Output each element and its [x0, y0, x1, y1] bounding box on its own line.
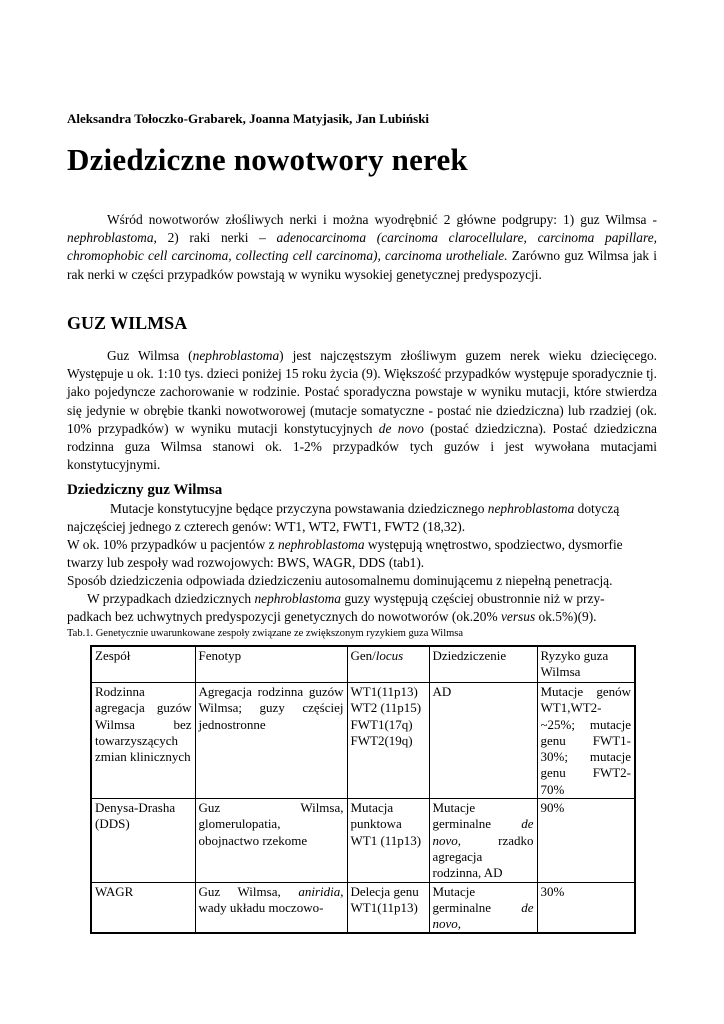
cell-text: Guz Wilmsa,	[198, 883, 299, 899]
section2-line	[67, 500, 657, 518]
section2-term: nephroblastoma	[487, 501, 575, 516]
table-cell: WAGR	[91, 882, 195, 933]
intro-text: Zarówno guz Wilmsa jak i rak nerki w części przypadków powstają w wyniku wysokiej genetycznej predyspozycji.	[67, 248, 657, 282]
table-cell: Guz Wilmsa, glomerulopatia, obojnactwo rzekome	[195, 799, 347, 882]
table-container	[88, 643, 638, 932]
section1-text: ) jest najczęstszym złośliwym guzem nerek wieku dziecięcego. Występuje u ok. 1:10 tys. dzieci poniżej 15 roku życia (9). Większość przypadków występuje sporadycznie tj. jako pojedyncze zachorowanie w rodzinie. Postać sporadyczna powstaje w wyniku mutacji, które stwierdza się jedynie w obrębie tkanki nowotworowej (mutacje somatyczne - postać nie dziedziczna) lub rzadziej (ok. 10% przypadków) w wyniku mutacji konstytucyjnych	[67, 348, 657, 436]
section1-text: (postać dziedziczna). Postać dziedziczna rodzinna guza Wilmsa stanowi ok. 1-2% przypadków tych guzów i jest wywołana mutacjami konstytucyjnymi.	[67, 420, 657, 473]
table-cell	[429, 799, 537, 882]
table-cell: 90%	[537, 799, 635, 882]
section2-line	[67, 590, 657, 608]
intro-paragraph	[67, 211, 657, 284]
section1-paragraph	[67, 347, 657, 474]
table-cell: Mutacja punktowa WT1 (11p13)	[347, 799, 429, 882]
section2-term: nephroblastoma	[254, 591, 341, 606]
table-row	[91, 799, 635, 882]
section1-text: Guz Wilmsa (	[107, 348, 193, 363]
table-caption: Tab.1. Genetycznie uwarunkowane zespoły związane ze zwiększonym ryzykiem guza Wilmsa	[67, 628, 464, 639]
header-cell: Ryzyko guza Wilmsa	[537, 646, 635, 683]
table-header-row	[91, 646, 635, 683]
table-cell: WT1(11p13) WT2 (11p15) FWT1(17q) FWT2(19q)	[347, 683, 429, 799]
section2-line	[67, 536, 657, 554]
section2-term: nephroblastoma	[277, 537, 365, 552]
section2-text: ok.5%)(9).	[535, 609, 597, 624]
section2-text: dotyczą	[574, 501, 620, 516]
intro-term: nephroblastoma	[67, 230, 154, 246]
table-cell: Rodzinna agregacja guzów Wilmsa bez towarzyszących zmian klinicznych	[91, 683, 195, 799]
header-cell: Fenotyp	[195, 646, 347, 683]
section2-line: Sposób dziedziczenia odpowiada dziedziczeniu autosomalnemu dominującemu z niepełną penetracją.	[67, 573, 613, 588]
section-heading-guz-wilmsa: GUZ WILMSA	[67, 313, 188, 333]
cell-text: de novo,	[432, 816, 534, 848]
table-cell: Delecja genu WT1(11p13)	[347, 882, 429, 933]
section2-text: Mutacje konstytucyjne będące przyczyna powstawania dziedzicznego	[110, 501, 488, 516]
section2-term: versus	[500, 609, 536, 624]
section2-line: twarzy lub zespoły wad rozwojowych: BWS, WAGR, DDS (tab1).	[67, 555, 425, 570]
table-cell: Denysa-Drasha (DDS)	[91, 799, 195, 882]
section-heading-dziedziczny: Dziedziczny guz Wilmsa	[67, 482, 223, 498]
intro-term: adenocarcinoma (carcinoma clarocellulare, carcinoma papillare, chromophobic cell carcinoma, collecting cell carcinoma), carcinoma urotheliale.	[67, 230, 657, 264]
table-cell: Agregacja rodzinna guzów Wilmsa; guzy częściej jednostronne	[195, 683, 347, 799]
table-cell	[429, 882, 537, 933]
cell-text: rzadko agregacja rodzinna, AD	[432, 832, 534, 881]
section2-line: najczęściej jednego z czterech genów: WT1, WT2, FWT1, FWT2 (18,32).	[67, 519, 466, 534]
authors: Aleksandra Tołoczko-Grabarek, Joanna Matyjasik, Jan Lubiński	[67, 111, 430, 126]
header-cell	[347, 646, 429, 683]
section1-term: de novo	[378, 420, 424, 436]
table-cell: Mutacje genów WT1,WT2- ~25%; mutacje genu FWT1- 30%; mutacje genu FWT2- 70%	[537, 683, 635, 799]
section2-text: padkach bez uchwytnych predyspozycji genetycznych do nowotworów (ok.20%	[67, 609, 501, 624]
section2-text: W ok. 10% przypadków u pacjentów z	[67, 537, 278, 552]
section2-text: W przypadkach dziedzicznych	[87, 591, 255, 606]
header-cell: Dziedziczenie	[429, 646, 537, 683]
section1-term: nephroblastoma	[192, 348, 280, 363]
intro-text: , 2) raki nerki –	[153, 230, 277, 246]
intro-text: Wśród nowotworów złośliwych nerki i można wyodrębnić 2 główne podgrupy: 1) guz Wilmsa -	[107, 212, 657, 227]
header-text: Gen/	[350, 648, 376, 663]
cell-text: Mutacje germinalne	[432, 883, 522, 915]
page-title: Dziedziczne nowotwory nerek	[67, 142, 468, 177]
header-cell: Zespół	[91, 646, 195, 683]
section2-text: występują wnętrostwo, spodziectwo, dysmorfie	[364, 537, 623, 552]
syndromes-table	[90, 645, 636, 934]
table-cell	[195, 882, 347, 933]
table-row	[91, 882, 635, 933]
section2-text: guzy występują częściej obustronnie niż w przy-	[340, 591, 605, 606]
cell-text: Mutacje germinalne	[432, 800, 522, 832]
cell-text: aniridia	[298, 883, 341, 899]
table-cell: AD	[429, 683, 537, 799]
section2-line	[67, 608, 657, 626]
cell-text: de novo,	[432, 899, 534, 932]
table-cell: 30%	[537, 882, 635, 933]
cell-text: , wady układu moczowo-	[198, 883, 344, 915]
table-row	[91, 683, 635, 799]
header-text: locus	[375, 648, 404, 663]
